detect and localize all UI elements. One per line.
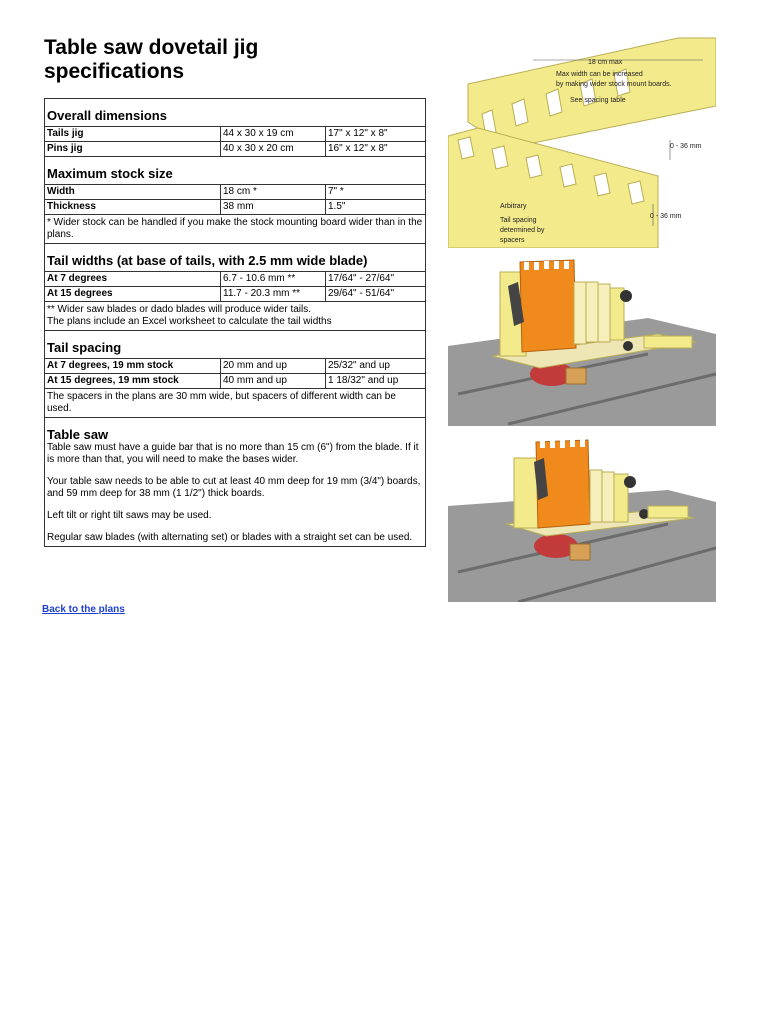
paragraph: Table saw must have a guide bar that is no more than 15 cm (6") from the blade. If it is more than that, you will need to make the bases wider. [47,442,419,465]
footnote-line: The plans include an Excel worksheet to calculate the tail widths [47,316,332,327]
section-heading-table-saw: Table saw [47,427,109,442]
footnote-spacers: The spacers in the plans are 30 mm wide, but spacers of different width can be used. [45,389,426,418]
imperial-value: 1 18/32" and up [326,374,426,389]
imperial-value: 16" x 12" x 8" [326,142,426,157]
footnote-tail-widths [45,302,426,331]
label-tail-spacing-2: determined by [500,227,545,234]
table-row [45,272,426,287]
row-label: Tails jig [45,127,221,142]
section-heading-overall-dimensions: Overall dimensions [45,99,426,127]
label-tail-spacing-3: spacers [500,237,525,244]
table-row [45,200,426,215]
label-see-spacing: See spacing table [570,97,626,104]
metric-value: 11.7 - 20.3 mm ** [221,287,326,302]
label-gap-bottom: 0 - 36 mm [650,213,682,220]
paragraph: Left tilt or right tilt saws may be used. [47,510,212,521]
section-heading-maximum-stock-size: Maximum stock size [45,157,426,185]
section-heading-tail-widths: Tail widths (at base of tails, with 2.5 mm wide blade) [45,244,426,272]
table-row [45,127,426,142]
imperial-value: 17" x 12" x 8" [326,127,426,142]
dovetail-joint-diagram [448,36,716,248]
table-row [45,185,426,200]
row-label: At 7 degrees, 19 mm stock [45,359,221,374]
section-heading-tail-spacing: Tail spacing [45,331,426,359]
row-label: Width [45,185,221,200]
metric-value: 18 cm * [221,185,326,200]
table-row [45,142,426,157]
label-arbitrary: Arbitrary [500,203,527,210]
metric-value: 6.7 - 10.6 mm ** [221,272,326,287]
pins-jig-illustration [448,436,716,602]
label-note-line1: Max width can be increased [556,71,643,78]
row-label: At 15 degrees [45,287,221,302]
label-gap-top: 0 - 36 mm [670,143,702,150]
table-saw-section [45,418,426,547]
metric-value: 40 x 30 x 20 cm [221,142,326,157]
row-label: At 15 degrees, 19 mm stock [45,374,221,389]
imperial-value: 7" * [326,185,426,200]
imperial-value: 25/32" and up [326,359,426,374]
tails-jig-illustration [448,256,716,426]
label-max-width: 18 cm max [588,59,623,66]
label-tail-spacing-1: Tail spacing [500,217,537,224]
metric-value: 20 mm and up [221,359,326,374]
imperial-value: 17/64" - 27/64" [326,272,426,287]
metric-value: 38 mm [221,200,326,215]
table-row [45,287,426,302]
row-label: Thickness [45,200,221,215]
paragraph: Regular saw blades (with alternating set) or blades with a straight set can be used. [47,532,413,543]
footnote-stock-width: * Wider stock can be handled if you make the stock mounting board wider than in the plans. [45,215,426,244]
row-label: Pins jig [45,142,221,157]
metric-value: 40 mm and up [221,374,326,389]
table-row [45,359,426,374]
specifications-table [44,98,426,547]
footnote-line: ** Wider saw blades or dado blades will produce wider tails. [47,304,312,315]
metric-value: 44 x 30 x 19 cm [221,127,326,142]
page-title: Table saw dovetail jig specifications [44,36,259,83]
paragraph: Your table saw needs to be able to cut at least 40 mm deep for 19 mm (3/4") boards, and 59 mm deep for 38 mm (1 1/2") thick boards. [47,476,421,499]
imperial-value: 1.5" [326,200,426,215]
table-row [45,374,426,389]
back-to-plans-link[interactable]: Back to the plans [42,604,125,615]
row-label: At 7 degrees [45,272,221,287]
imperial-value: 29/64" - 51/64" [326,287,426,302]
label-note-line2: by making wider stock mount boards. [556,81,672,88]
